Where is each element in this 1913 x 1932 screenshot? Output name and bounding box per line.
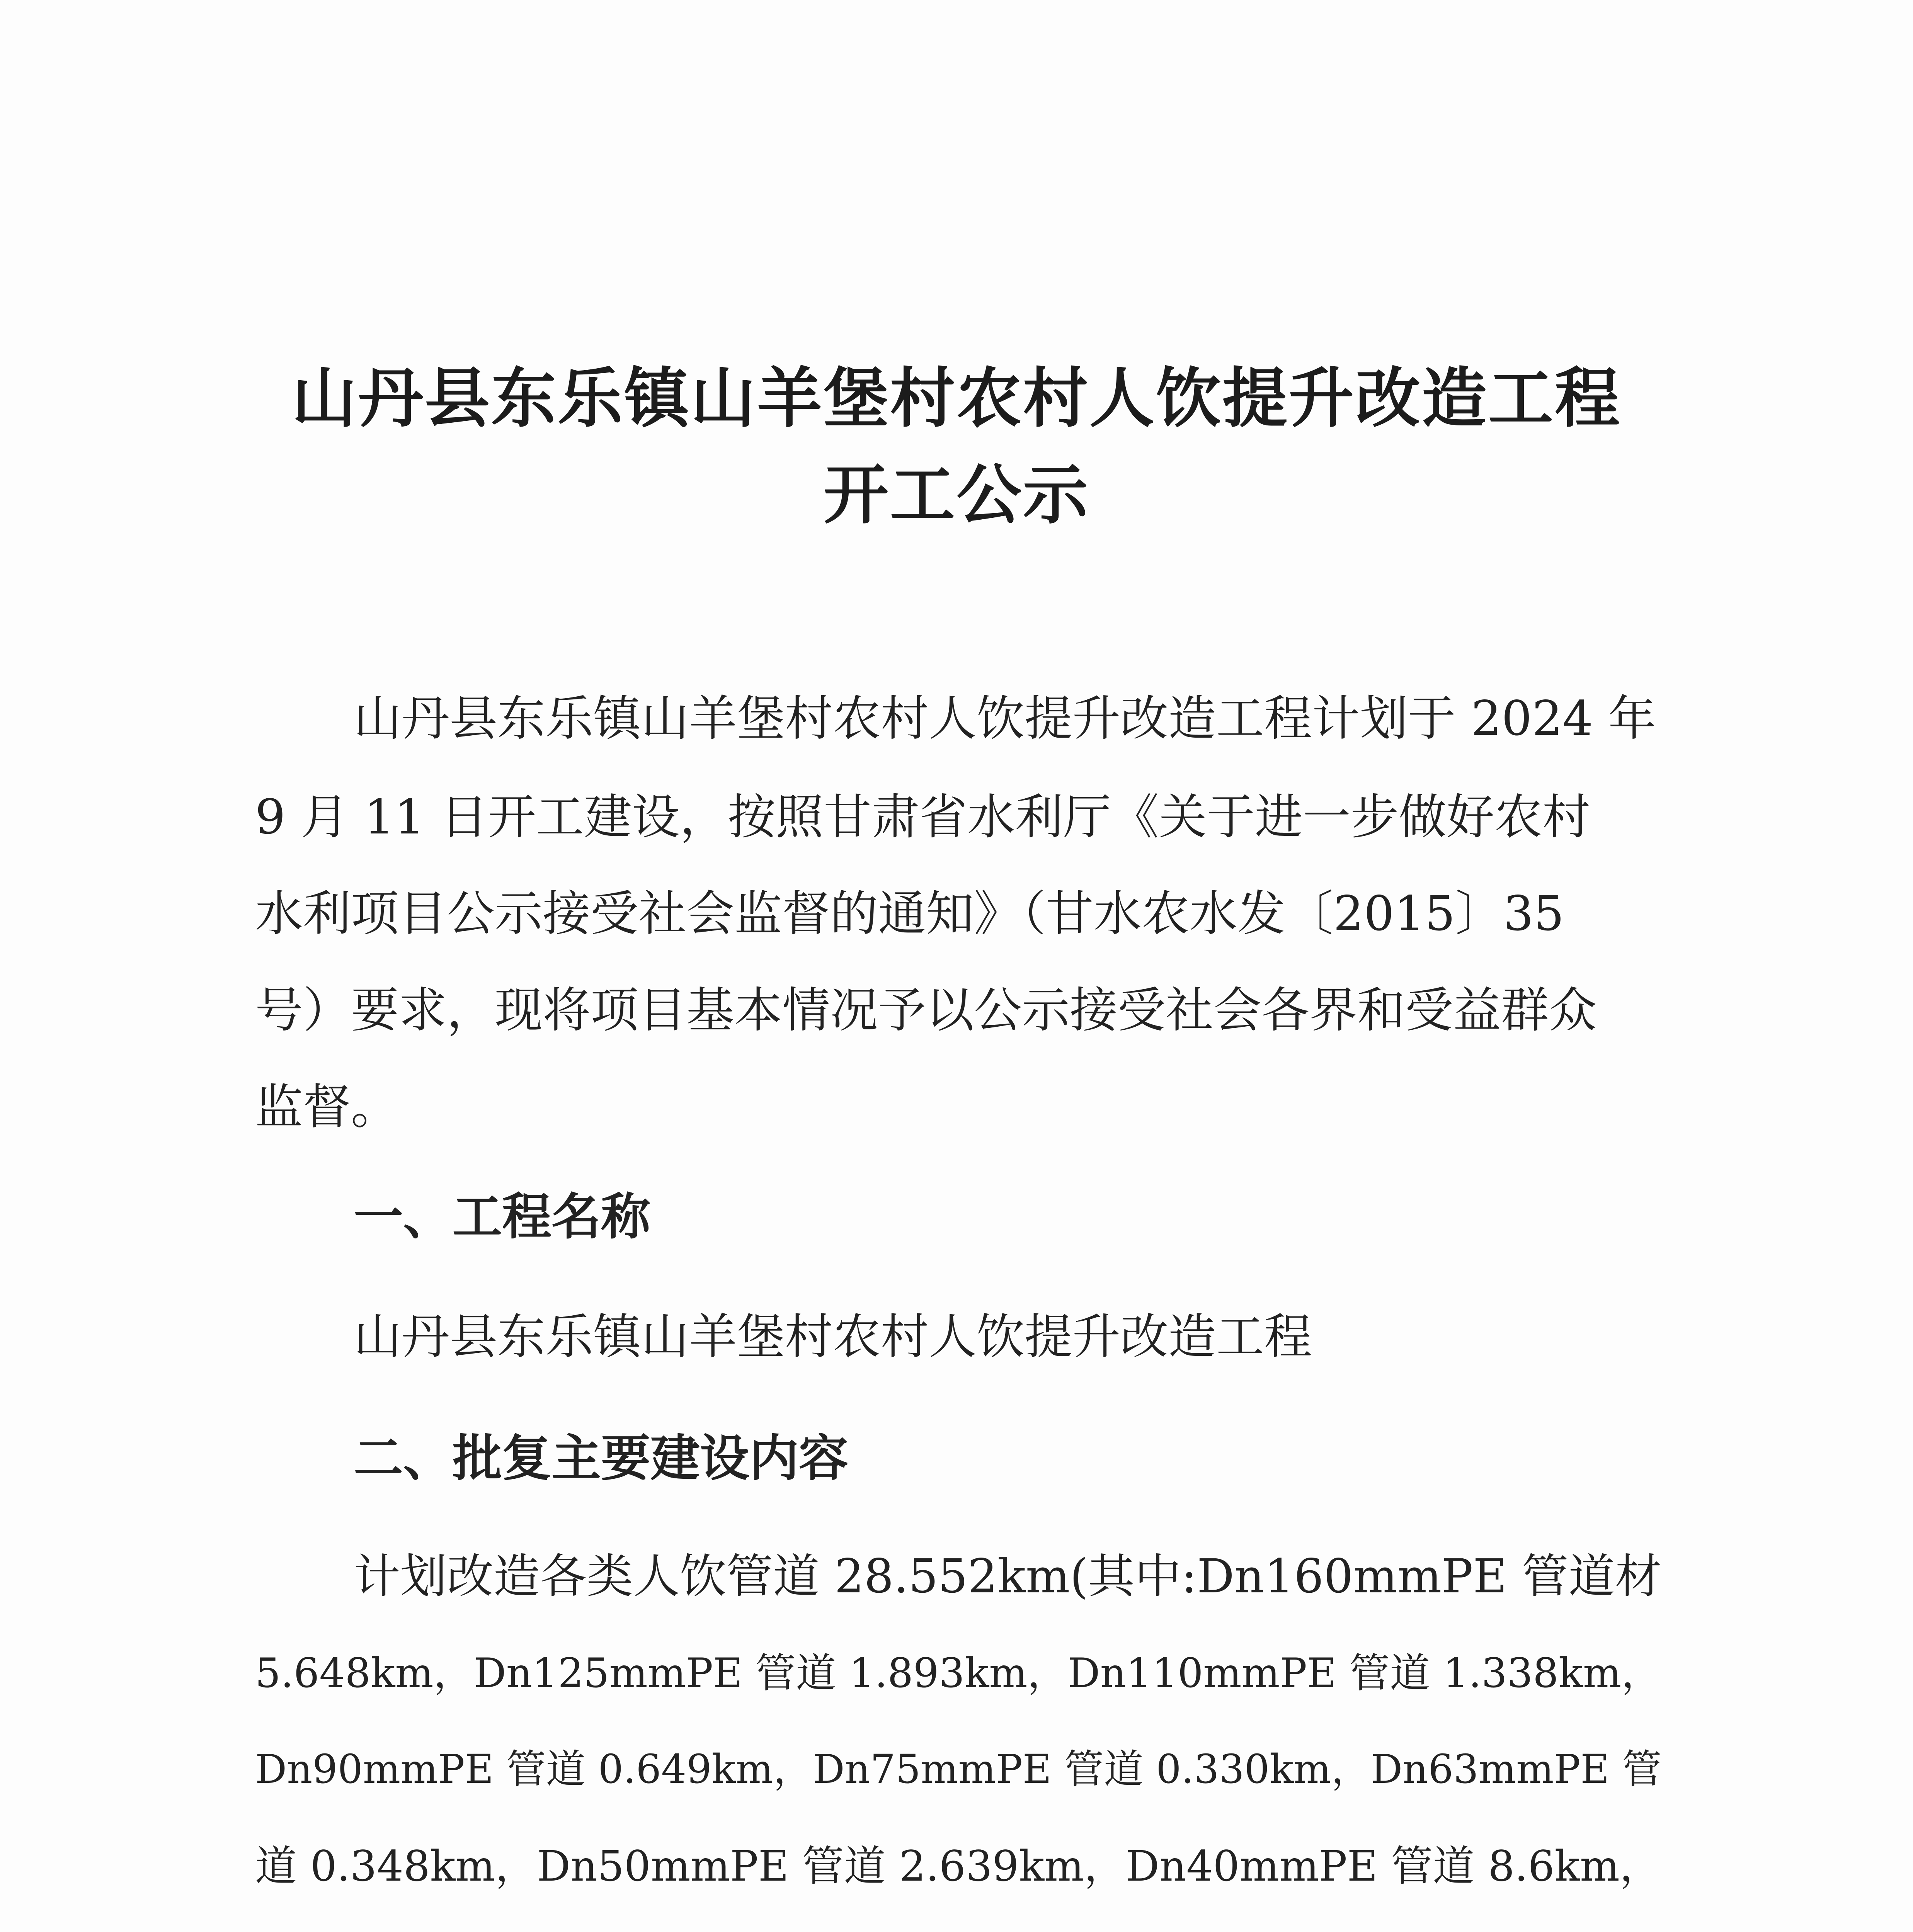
intro-line-5: 监督。 [255, 1079, 399, 1135]
section-heading-construction-content: 二、批复主要建设内容 [354, 1430, 849, 1487]
document-title-line-1: 山丹县东乐镇山羊堡村农村人饮提升改造工程 [292, 360, 1621, 436]
content-line-2: 5.648km，Dn125mmPE 管道 1.893km，Dn110mmPE 管道 1.338km， [255, 1650, 1662, 1697]
content-line-1: 计划改造各类人饮管道 28.552km(其中:Dn160mmPE 管道材 [354, 1549, 1662, 1604]
content-line-3: Dn90mmPE 管道 0.649km，Dn75mmPE 管道 0.330km，Dn63mmPE 管 [255, 1747, 1662, 1793]
intro-line-2: 9 月 11 日开工建设，按照甘肃省水利厅《关于进一步做好农村 [255, 789, 1590, 845]
document-title-line-2: 开工公示 [824, 456, 1089, 533]
intro-line-1: 山丹县东乐镇山羊堡村农村人饮提升改造工程计划于 2024 年 [354, 691, 1656, 747]
content-line-4: 道 0.348km，Dn50mmPE 管道 2.639km，Dn40mmPE 管道 8.6km， [255, 1842, 1662, 1891]
content-line-5 [255, 1928, 1662, 1932]
intro-line-3: 水利项目公示接受社会监督的通知》（甘水农水发〔2015〕35 [255, 886, 1564, 942]
intro-line-4: 号）要求，现将项目基本情况予以公示接受社会各界和受益群众 [255, 983, 1597, 1038]
section-heading-project-name: 一、工程名称 [354, 1188, 651, 1246]
project-name-text: 山丹县东乐镇山羊堡村农村人饮提升改造工程 [354, 1309, 1312, 1365]
